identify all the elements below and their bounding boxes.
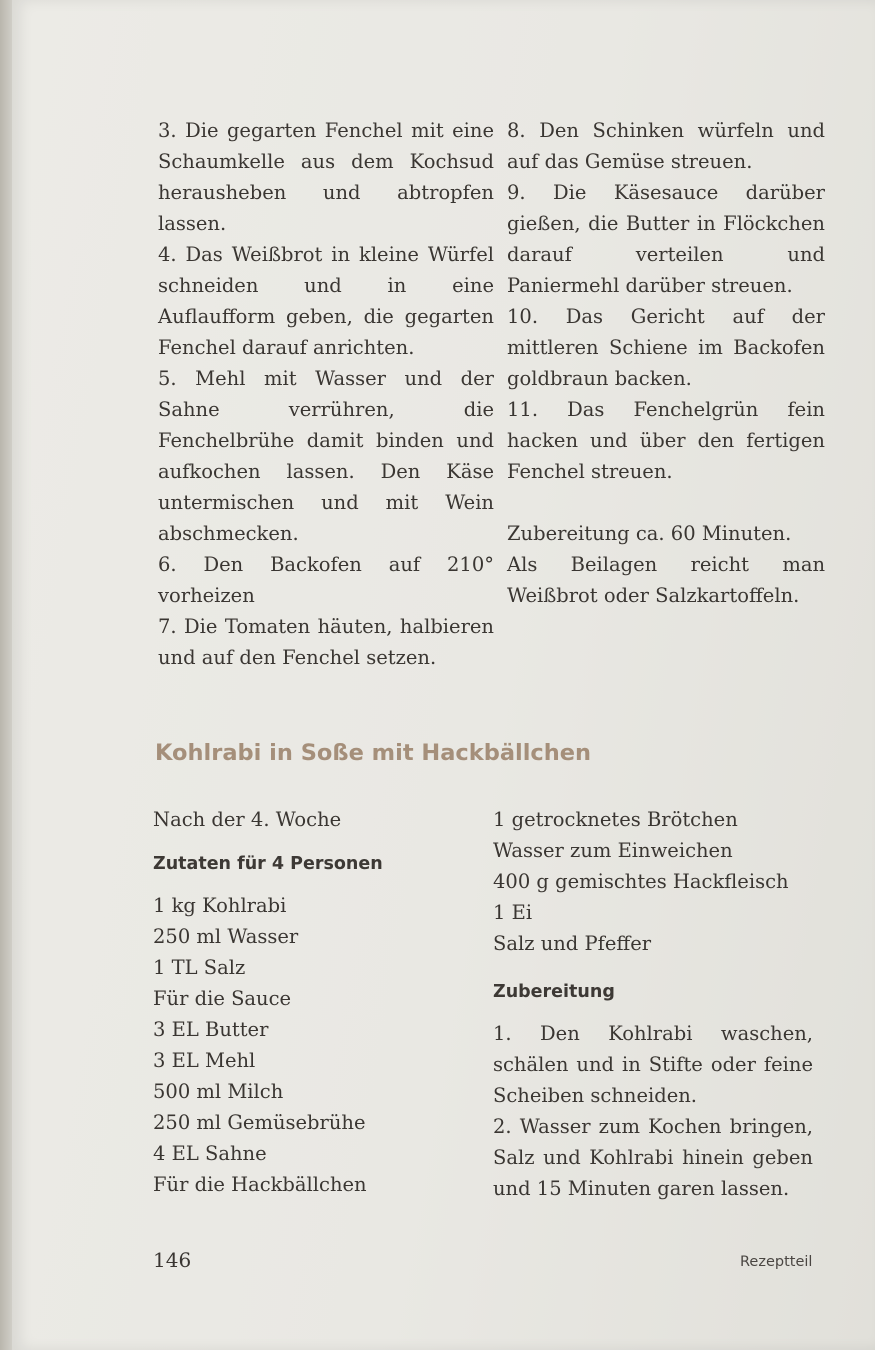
ingredient-item: 1 getrocknetes Brötchen (493, 808, 738, 831)
ingredient-item: 1 kg Kohlrabi (153, 894, 287, 917)
ingredient-item: 4 EL Sahne (153, 1142, 267, 1165)
ingredient-item: 500 ml Milch (153, 1080, 284, 1103)
step-3: 3. Die gegarten Fenchel mit eine Schaumkelle aus dem Kochsud herausheben und abtropfen lassen. (158, 119, 494, 235)
recipe-timing: Nach der 4. Woche (153, 808, 342, 831)
side-dish-note: Als Beilagen reicht man Weißbrot oder Salzkartoffeln. (507, 553, 825, 607)
prep-step-2: 2. Wasser zum Kochen bringen, Salz und Kohlrabi hinein geben und 15 Minuten garen lassen. (493, 1115, 813, 1200)
prep-time-note: Zubereitung ca. 60 Minuten. (507, 522, 792, 545)
book-spine-shadow (0, 0, 12, 1350)
preparation-heading: Zubereitung (493, 982, 615, 1002)
ingredient-item: 1 TL Salz (153, 956, 246, 979)
step-5: 5. Mehl mit Wasser und der Sahne verrühren, die Fenchelbrühe damit binden und aufkochen lassen. Den Käse untermischen und mit Wein abschmecken. (158, 367, 494, 545)
step-11: 11. Das Fenchelgrün fein hacken und über den fertigen Fenchel streuen. (507, 398, 825, 483)
ingredient-item: 1 Ei (493, 901, 533, 924)
step-6: 6. Den Backofen auf 210° vorheizen (158, 553, 494, 607)
ingredient-item: Salz und Pfeffer (493, 932, 652, 955)
steps-column-left (158, 115, 494, 673)
step-8: 8. Den Schinken würfeln und auf das Gemüse streuen. (507, 119, 825, 173)
ingredient-item: 3 EL Mehl (153, 1049, 256, 1072)
prep-step-1: 1. Den Kohlrabi waschen, schälen und in Stifte oder feine Scheiben schneiden. (493, 1022, 813, 1107)
ingredient-item: Wasser zum Einweichen (493, 839, 733, 862)
ingredients-column-right (493, 804, 813, 1204)
page-number: 146 (153, 1248, 192, 1272)
recipe-title: Kohlrabi in Soße mit Hackbällchen (155, 740, 592, 766)
ingredient-group-label: Für die Sauce (153, 987, 292, 1010)
ingredient-item: 400 g gemischtes Hackfleisch (493, 870, 789, 893)
step-9: 9. Die Käsesauce darüber gießen, die Butter in Flöckchen darauf verteilen und Paniermehl darüber streuen. (507, 181, 825, 297)
steps-column-right (507, 115, 825, 611)
running-head: Rezeptteil (740, 1254, 813, 1270)
ingredients-heading: Zutaten für 4 Personen (153, 854, 383, 874)
ingredient-item: 3 EL Butter (153, 1018, 269, 1041)
step-10: 10. Das Gericht auf der mittleren Schiene im Backofen goldbraun backen. (507, 305, 825, 390)
ingredient-item: 250 ml Gemüsebrühe (153, 1111, 366, 1134)
step-4: 4. Das Weißbrot in kleine Würfel schneiden und in eine Auflaufform geben, die gegarten Fenchel darauf anrichten. (158, 243, 494, 359)
ingredient-group-label: Für die Hackbällchen (153, 1173, 367, 1196)
step-7: 7. Die Tomaten häuten, halbieren und auf den Fenchel setzen. (158, 615, 494, 669)
ingredients-column-left (153, 804, 473, 1200)
ingredient-item: 250 ml Wasser (153, 925, 299, 948)
